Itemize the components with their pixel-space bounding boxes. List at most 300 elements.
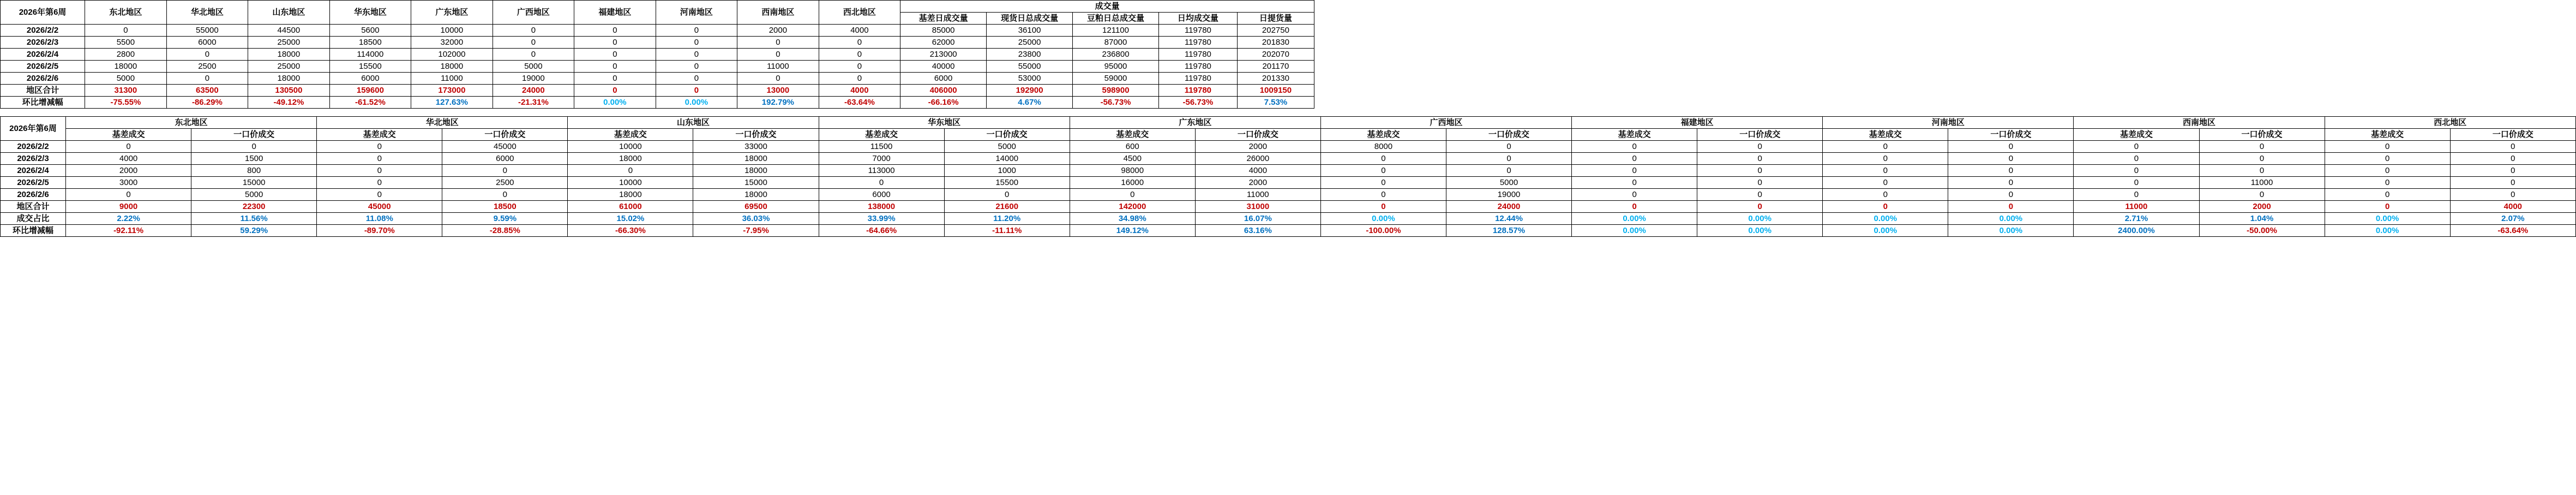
table-row: [1, 165, 2576, 177]
table2-cell-3-2: 0: [317, 177, 442, 189]
table2-cell-4-0: 0: [66, 189, 191, 201]
table2-cell-4-6: 6000: [819, 189, 944, 201]
table1-cell-1-12: 87000: [1073, 37, 1159, 49]
table1-total-cell-2: 130500: [248, 85, 330, 97]
table1-cell-1-3: 18500: [329, 37, 411, 49]
table2-cell-4-7: 0: [944, 189, 1070, 201]
table1-cell-1-11: 25000: [987, 37, 1073, 49]
table1-cell-2-10: 213000: [900, 49, 987, 61]
table2-subheader-5-0: 基差成交: [1320, 129, 1446, 141]
table2-change-label: 环比增减幅: [1, 225, 66, 237]
table1-cell-1-7: 0: [656, 37, 737, 49]
table2-cell-3-1: 15000: [191, 177, 317, 189]
table1-change-cell-7: 0.00%: [656, 97, 737, 109]
table1-cell-3-10: 40000: [900, 61, 987, 73]
table1-cell-2-9: 0: [819, 49, 900, 61]
table2-cell-1-10: 0: [1320, 153, 1446, 165]
table2-cell-2-8: 98000: [1070, 165, 1195, 177]
table2-change-cell-8: 149.12%: [1070, 225, 1195, 237]
table2-ratio-cell-16: 2.71%: [2074, 213, 2199, 225]
table2-cell-2-19: 0: [2450, 165, 2575, 177]
table1-total-cell-14: 1009150: [1237, 85, 1314, 97]
table1-total-cell-1: 63500: [166, 85, 248, 97]
table1-cell-3-11: 55000: [987, 61, 1073, 73]
table2-region-header-5: 广西地区: [1320, 117, 1571, 129]
table2-ratio-cell-11: 12.44%: [1446, 213, 1571, 225]
table2-total-cell-2: 45000: [317, 201, 442, 213]
table2-ratio-cell-6: 33.99%: [819, 213, 944, 225]
table1-cell-2-3: 114000: [329, 49, 411, 61]
table2-ratio-cell-0: 2.22%: [66, 213, 191, 225]
table2-change-cell-13: 0.00%: [1697, 225, 1823, 237]
table1-change-cell-12: -56.73%: [1073, 97, 1159, 109]
table2-cell-0-8: 600: [1070, 141, 1195, 153]
table2-corner-label: 2026年第6周: [1, 117, 66, 141]
table2-ratio-cell-19: 2.07%: [2450, 213, 2575, 225]
table2-subheader-3-0: 基差成交: [819, 129, 944, 141]
table1-cell-2-0: 2800: [85, 49, 167, 61]
table2-cell-4-10: 0: [1320, 189, 1446, 201]
table-row: [1, 49, 1314, 61]
table1-cell-0-4: 10000: [411, 25, 493, 37]
table1-cell-1-10: 62000: [900, 37, 987, 49]
table2-cell-2-9: 4000: [1195, 165, 1320, 177]
table1-cell-1-1: 6000: [166, 37, 248, 49]
table2-cell-3-10: 0: [1320, 177, 1446, 189]
table1-cell-0-5: 0: [493, 25, 574, 37]
table1-change-cell-1: -86.29%: [166, 97, 248, 109]
table2-change-cell-11: 128.57%: [1446, 225, 1571, 237]
table2-change-cell-12: 0.00%: [1572, 225, 1697, 237]
table2-row-label-0: 2026/2/2: [1, 141, 66, 153]
table2-cell-4-17: 0: [2199, 189, 2325, 201]
table2-subheader-9-0: 基差成交: [2325, 129, 2450, 141]
table2-change-cell-2: -89.70%: [317, 225, 442, 237]
table1-change-row: [1, 97, 1314, 109]
table1-change-cell-3: -61.52%: [329, 97, 411, 109]
table2-change-cell-17: -50.00%: [2199, 225, 2325, 237]
table2-subheader-9-1: 一口价成交: [2450, 129, 2575, 141]
table2-region-header-3: 华东地区: [819, 117, 1070, 129]
table2-cell-2-15: 0: [1948, 165, 2074, 177]
table2-ratio-cell-2: 11.08%: [317, 213, 442, 225]
table1-col-9: 西北地区: [819, 1, 900, 25]
table2-change-cell-10: -100.00%: [1320, 225, 1446, 237]
table-row: [1, 37, 1314, 49]
table1-corner-label: 2026年第6周: [1, 1, 85, 25]
table2-subheader-3-1: 一口价成交: [944, 129, 1070, 141]
table2-cell-3-18: 0: [2325, 177, 2450, 189]
table2-cell-1-18: 0: [2325, 153, 2450, 165]
table1-cell-3-7: 0: [656, 61, 737, 73]
table1-change-cell-14: 7.53%: [1237, 97, 1314, 109]
table1-cell-2-11: 23800: [987, 49, 1073, 61]
table2-region-header-1: 华北地区: [317, 117, 568, 129]
table2-ratio-cell-8: 34.98%: [1070, 213, 1195, 225]
table1-valcol-1: 现货日总成交量: [987, 13, 1073, 25]
table2-cell-0-0: 0: [66, 141, 191, 153]
table2-cell-0-4: 10000: [568, 141, 693, 153]
table2-subheader-0-0: 基差成交: [66, 129, 191, 141]
table2-cell-3-5: 15000: [693, 177, 819, 189]
table2-total-row: [1, 201, 2576, 213]
table1-row-label-0: 2026/2/2: [1, 25, 85, 37]
table2-cell-4-4: 18000: [568, 189, 693, 201]
table1-col-4: 广东地区: [411, 1, 493, 25]
table2-cell-1-15: 0: [1948, 153, 2074, 165]
table2-cell-0-17: 0: [2199, 141, 2325, 153]
table1-group-header: 成交量: [900, 1, 1314, 13]
table1-header-row-1: [1, 1, 1314, 13]
table1-cell-3-3: 15500: [329, 61, 411, 73]
table2-cell-4-9: 11000: [1195, 189, 1320, 201]
table2-cell-2-2: 0: [317, 165, 442, 177]
table2-cell-3-19: 0: [2450, 177, 2575, 189]
table2-region-header-4: 广东地区: [1070, 117, 1320, 129]
table2-change-cell-5: -7.95%: [693, 225, 819, 237]
table2-cell-0-5: 33000: [693, 141, 819, 153]
table1-cell-1-14: 201830: [1237, 37, 1314, 49]
table1-cell-1-8: 0: [737, 37, 819, 49]
table2-cell-0-11: 0: [1446, 141, 1571, 153]
table1-valcol-0: 基差日成交量: [900, 13, 987, 25]
table2-row-label-1: 2026/2/3: [1, 153, 66, 165]
table2-cell-1-6: 7000: [819, 153, 944, 165]
table2-cell-0-9: 2000: [1195, 141, 1320, 153]
table2-header-row-2: [1, 129, 2576, 141]
table1-change-cell-2: -49.12%: [248, 97, 330, 109]
table1-cell-2-8: 0: [737, 49, 819, 61]
table2-cell-3-16: 0: [2074, 177, 2199, 189]
table1-cell-4-6: 0: [574, 73, 656, 85]
table1-cell-0-7: 0: [656, 25, 737, 37]
table2-subheader-6-1: 一口价成交: [1697, 129, 1823, 141]
table1-cell-0-8: 2000: [737, 25, 819, 37]
table1-total-cell-7: 0: [656, 85, 737, 97]
table2-cell-2-18: 0: [2325, 165, 2450, 177]
table2-cell-4-19: 0: [2450, 189, 2575, 201]
table2-cell-1-2: 0: [317, 153, 442, 165]
table1-total-cell-11: 192900: [987, 85, 1073, 97]
table2-cell-1-12: 0: [1572, 153, 1697, 165]
table1-cell-4-13: 119780: [1159, 73, 1238, 85]
table2-cell-2-16: 0: [2074, 165, 2199, 177]
table2-subheader-7-1: 一口价成交: [1948, 129, 2074, 141]
table2-cell-1-5: 18000: [693, 153, 819, 165]
table2-change-cell-9: 63.16%: [1195, 225, 1320, 237]
table1-cell-0-0: 0: [85, 25, 167, 37]
table1-cell-3-8: 11000: [737, 61, 819, 73]
table2-cell-4-13: 0: [1697, 189, 1823, 201]
table1-cell-4-11: 53000: [987, 73, 1073, 85]
table1-cell-3-9: 0: [819, 61, 900, 73]
table1-cell-1-9: 0: [819, 37, 900, 49]
table2-cell-4-8: 0: [1070, 189, 1195, 201]
table1-cell-3-13: 119780: [1159, 61, 1238, 73]
table1-cell-2-6: 0: [574, 49, 656, 61]
table2-cell-0-1: 0: [191, 141, 317, 153]
table1-cell-4-4: 11000: [411, 73, 493, 85]
table2-cell-2-14: 0: [1823, 165, 1948, 177]
table2-change-cell-6: -64.66%: [819, 225, 944, 237]
table1-total-cell-9: 4000: [819, 85, 900, 97]
table2-cell-0-2: 0: [317, 141, 442, 153]
table1-cell-4-5: 19000: [493, 73, 574, 85]
table1-valcol-3: 日均成交量: [1159, 13, 1238, 25]
table2-cell-2-10: 0: [1320, 165, 1446, 177]
table2-row-label-2: 2026/2/4: [1, 165, 66, 177]
table2-total-cell-15: 0: [1948, 201, 2074, 213]
table1-cell-3-12: 95000: [1073, 61, 1159, 73]
table-row: [1, 25, 1314, 37]
table2-total-cell-18: 0: [2325, 201, 2450, 213]
table1-cell-0-1: 55000: [166, 25, 248, 37]
table1-change-cell-5: -21.31%: [493, 97, 574, 109]
table2-cell-2-17: 0: [2199, 165, 2325, 177]
table2-change-cell-15: 0.00%: [1948, 225, 2074, 237]
table2-cell-3-13: 0: [1697, 177, 1823, 189]
table2-cell-2-4: 0: [568, 165, 693, 177]
table1-cell-2-5: 0: [493, 49, 574, 61]
table2-ratio-cell-12: 0.00%: [1572, 213, 1697, 225]
table2-total-cell-3: 18500: [442, 201, 568, 213]
table2-cell-4-16: 0: [2074, 189, 2199, 201]
table2-cell-3-4: 10000: [568, 177, 693, 189]
table2-cell-1-0: 4000: [66, 153, 191, 165]
table2-region-header-8: 西南地区: [2074, 117, 2325, 129]
table1-change-cell-8: 192.79%: [737, 97, 819, 109]
table-row: [1, 153, 2576, 165]
table1-row-label-3: 2026/2/5: [1, 61, 85, 73]
table2-cell-3-17: 11000: [2199, 177, 2325, 189]
table1-cell-3-5: 5000: [493, 61, 574, 73]
table1-cell-1-5: 0: [493, 37, 574, 49]
table2-cell-2-7: 1000: [944, 165, 1070, 177]
table2-row-label-4: 2026/2/6: [1, 189, 66, 201]
table2-cell-2-6: 113000: [819, 165, 944, 177]
table2-cell-2-3: 0: [442, 165, 568, 177]
table2-subheader-5-1: 一口价成交: [1446, 129, 1571, 141]
table1-cell-0-3: 5600: [329, 25, 411, 37]
table2-total-cell-4: 61000: [568, 201, 693, 213]
table1-cell-4-8: 0: [737, 73, 819, 85]
table-row: [1, 189, 2576, 201]
table1-col-1: 华北地区: [166, 1, 248, 25]
spreadsheet: [0, 0, 2576, 237]
table2-total-cell-6: 138000: [819, 201, 944, 213]
table1-cell-3-1: 2500: [166, 61, 248, 73]
table2-change-cell-1: 59.29%: [191, 225, 317, 237]
table1-valcol-2: 豆粕日总成交量: [1073, 13, 1159, 25]
table2-ratio-cell-4: 15.02%: [568, 213, 693, 225]
table2-cell-0-19: 0: [2450, 141, 2575, 153]
table2-region-header-2: 山东地区: [568, 117, 819, 129]
table2-change-cell-7: -11.11%: [944, 225, 1070, 237]
table2-total-cell-10: 0: [1320, 201, 1446, 213]
table2-subheader-0-1: 一口价成交: [191, 129, 317, 141]
table1-total-cell-10: 406000: [900, 85, 987, 97]
table1-cell-1-4: 32000: [411, 37, 493, 49]
table2-subheader-4-0: 基差成交: [1070, 129, 1195, 141]
table1-row-label-2: 2026/2/4: [1, 49, 85, 61]
table1-cell-0-6: 0: [574, 25, 656, 37]
table-row: [1, 61, 1314, 73]
table2-cell-0-15: 0: [1948, 141, 2074, 153]
table1-total-cell-3: 159600: [329, 85, 411, 97]
table2-cell-2-5: 18000: [693, 165, 819, 177]
table2-change-cell-18: 0.00%: [2325, 225, 2450, 237]
table2-subheader-4-1: 一口价成交: [1195, 129, 1320, 141]
table1-total-cell-8: 13000: [737, 85, 819, 97]
table2-ratio-row: [1, 213, 2576, 225]
table2-cell-3-0: 3000: [66, 177, 191, 189]
table1-change-cell-11: 4.67%: [987, 97, 1073, 109]
table2-cell-0-7: 5000: [944, 141, 1070, 153]
breakdown-table: [0, 116, 2576, 237]
table1-cell-3-14: 201170: [1237, 61, 1314, 73]
table2-cell-1-4: 18000: [568, 153, 693, 165]
table2-total-cell-19: 4000: [2450, 201, 2575, 213]
table1-cell-0-10: 85000: [900, 25, 987, 37]
table1-change-cell-9: -63.64%: [819, 97, 900, 109]
table2-cell-0-3: 45000: [442, 141, 568, 153]
table1-row-label-1: 2026/2/3: [1, 37, 85, 49]
table2-total-cell-17: 2000: [2199, 201, 2325, 213]
table2-change-cell-4: -66.30%: [568, 225, 693, 237]
table2-ratio-cell-18: 0.00%: [2325, 213, 2450, 225]
table2-total-cell-8: 142000: [1070, 201, 1195, 213]
table2-cell-0-14: 0: [1823, 141, 1948, 153]
table2-region-header-0: 东北地区: [66, 117, 317, 129]
table1-cell-1-13: 119780: [1159, 37, 1238, 49]
table2-change-cell-19: -63.64%: [2450, 225, 2575, 237]
table2-subheader-7-0: 基差成交: [1823, 129, 1948, 141]
table1-total-cell-5: 24000: [493, 85, 574, 97]
table2-cell-0-10: 8000: [1320, 141, 1446, 153]
table1-change-cell-4: 127.63%: [411, 97, 493, 109]
table2-cell-1-7: 14000: [944, 153, 1070, 165]
table1-cell-2-14: 202070: [1237, 49, 1314, 61]
table2-cell-4-14: 0: [1823, 189, 1948, 201]
table2-ratio-cell-7: 11.20%: [944, 213, 1070, 225]
table1-change-cell-6: 0.00%: [574, 97, 656, 109]
table2-cell-1-8: 4500: [1070, 153, 1195, 165]
table2-subheader-2-0: 基差成交: [568, 129, 693, 141]
table1-cell-2-1: 0: [166, 49, 248, 61]
table1-cell-4-12: 59000: [1073, 73, 1159, 85]
table2-cell-1-14: 0: [1823, 153, 1948, 165]
table2-region-header-9: 西北地区: [2325, 117, 2575, 129]
table2-cell-4-3: 0: [442, 189, 568, 201]
table1-total-row: [1, 85, 1314, 97]
table2-change-cell-0: -92.11%: [66, 225, 191, 237]
table2-cell-3-9: 2000: [1195, 177, 1320, 189]
table2-row-label-3: 2026/2/5: [1, 177, 66, 189]
table2-ratio-cell-17: 1.04%: [2199, 213, 2325, 225]
table2-cell-0-13: 0: [1697, 141, 1823, 153]
table2-ratio-cell-1: 11.56%: [191, 213, 317, 225]
table2-change-row: [1, 225, 2576, 237]
table2-cell-4-5: 18000: [693, 189, 819, 201]
table2-header-row-1: [1, 117, 2576, 129]
table1-total-cell-4: 173000: [411, 85, 493, 97]
table2-cell-3-11: 5000: [1446, 177, 1571, 189]
table2-ratio-cell-3: 9.59%: [442, 213, 568, 225]
table2-cell-4-15: 0: [1948, 189, 2074, 201]
table1-cell-0-11: 36100: [987, 25, 1073, 37]
table1-cell-3-2: 25000: [248, 61, 330, 73]
table1-cell-4-2: 18000: [248, 73, 330, 85]
table2-subheader-8-0: 基差成交: [2074, 129, 2199, 141]
table2-ratio-cell-9: 16.07%: [1195, 213, 1320, 225]
table1-cell-1-2: 25000: [248, 37, 330, 49]
volume-table: [0, 0, 1314, 109]
table2-cell-1-3: 6000: [442, 153, 568, 165]
table2-cell-0-12: 0: [1572, 141, 1697, 153]
table2-subheader-8-1: 一口价成交: [2199, 129, 2325, 141]
table1-cell-3-4: 18000: [411, 61, 493, 73]
table2-cell-1-17: 0: [2199, 153, 2325, 165]
table1-change-label: 环比增减幅: [1, 97, 85, 109]
table1-cell-0-13: 119780: [1159, 25, 1238, 37]
table1-cell-2-12: 236800: [1073, 49, 1159, 61]
table-row: [1, 73, 1314, 85]
table1-row-label-4: 2026/2/6: [1, 73, 85, 85]
table1-col-7: 河南地区: [656, 1, 737, 25]
table1-cell-1-6: 0: [574, 37, 656, 49]
table2-cell-3-8: 16000: [1070, 177, 1195, 189]
table2-ratio-cell-10: 0.00%: [1320, 213, 1446, 225]
table1-cell-4-0: 5000: [85, 73, 167, 85]
table2-cell-1-11: 0: [1446, 153, 1571, 165]
table2-cell-0-6: 11500: [819, 141, 944, 153]
table2-cell-1-19: 0: [2450, 153, 2575, 165]
table2-change-cell-3: -28.85%: [442, 225, 568, 237]
table2-ratio-cell-15: 0.00%: [1948, 213, 2074, 225]
table2-change-cell-14: 0.00%: [1823, 225, 1948, 237]
table2-total-cell-11: 24000: [1446, 201, 1571, 213]
table1-cell-4-10: 6000: [900, 73, 987, 85]
table2-cell-4-1: 5000: [191, 189, 317, 201]
table2-region-header-7: 河南地区: [1823, 117, 2074, 129]
table2-total-cell-5: 69500: [693, 201, 819, 213]
table1-cell-3-0: 18000: [85, 61, 167, 73]
table2-ratio-label: 成交占比: [1, 213, 66, 225]
table-row: [1, 141, 2576, 153]
table2-total-cell-12: 0: [1572, 201, 1697, 213]
table2-cell-0-16: 0: [2074, 141, 2199, 153]
table1-cell-4-14: 201330: [1237, 73, 1314, 85]
table2-cell-2-1: 800: [191, 165, 317, 177]
table2-total-cell-16: 11000: [2074, 201, 2199, 213]
table2-total-label: 地区合计: [1, 201, 66, 213]
table1-cell-0-2: 44500: [248, 25, 330, 37]
table1-total-cell-12: 598900: [1073, 85, 1159, 97]
table2-total-cell-14: 0: [1823, 201, 1948, 213]
table2-total-cell-0: 9000: [66, 201, 191, 213]
table2-cell-3-7: 15500: [944, 177, 1070, 189]
table1-total-label: 地区合计: [1, 85, 85, 97]
table2-subheader-6-0: 基差成交: [1572, 129, 1697, 141]
table1-total-cell-0: 31300: [85, 85, 167, 97]
table1-cell-4-3: 6000: [329, 73, 411, 85]
table2-cell-4-18: 0: [2325, 189, 2450, 201]
table2-region-header-6: 福建地区: [1572, 117, 1823, 129]
table1-total-cell-6: 0: [574, 85, 656, 97]
table2-cell-2-0: 2000: [66, 165, 191, 177]
table1-change-cell-13: -56.73%: [1159, 97, 1238, 109]
table1-col-8: 西南地区: [737, 1, 819, 25]
